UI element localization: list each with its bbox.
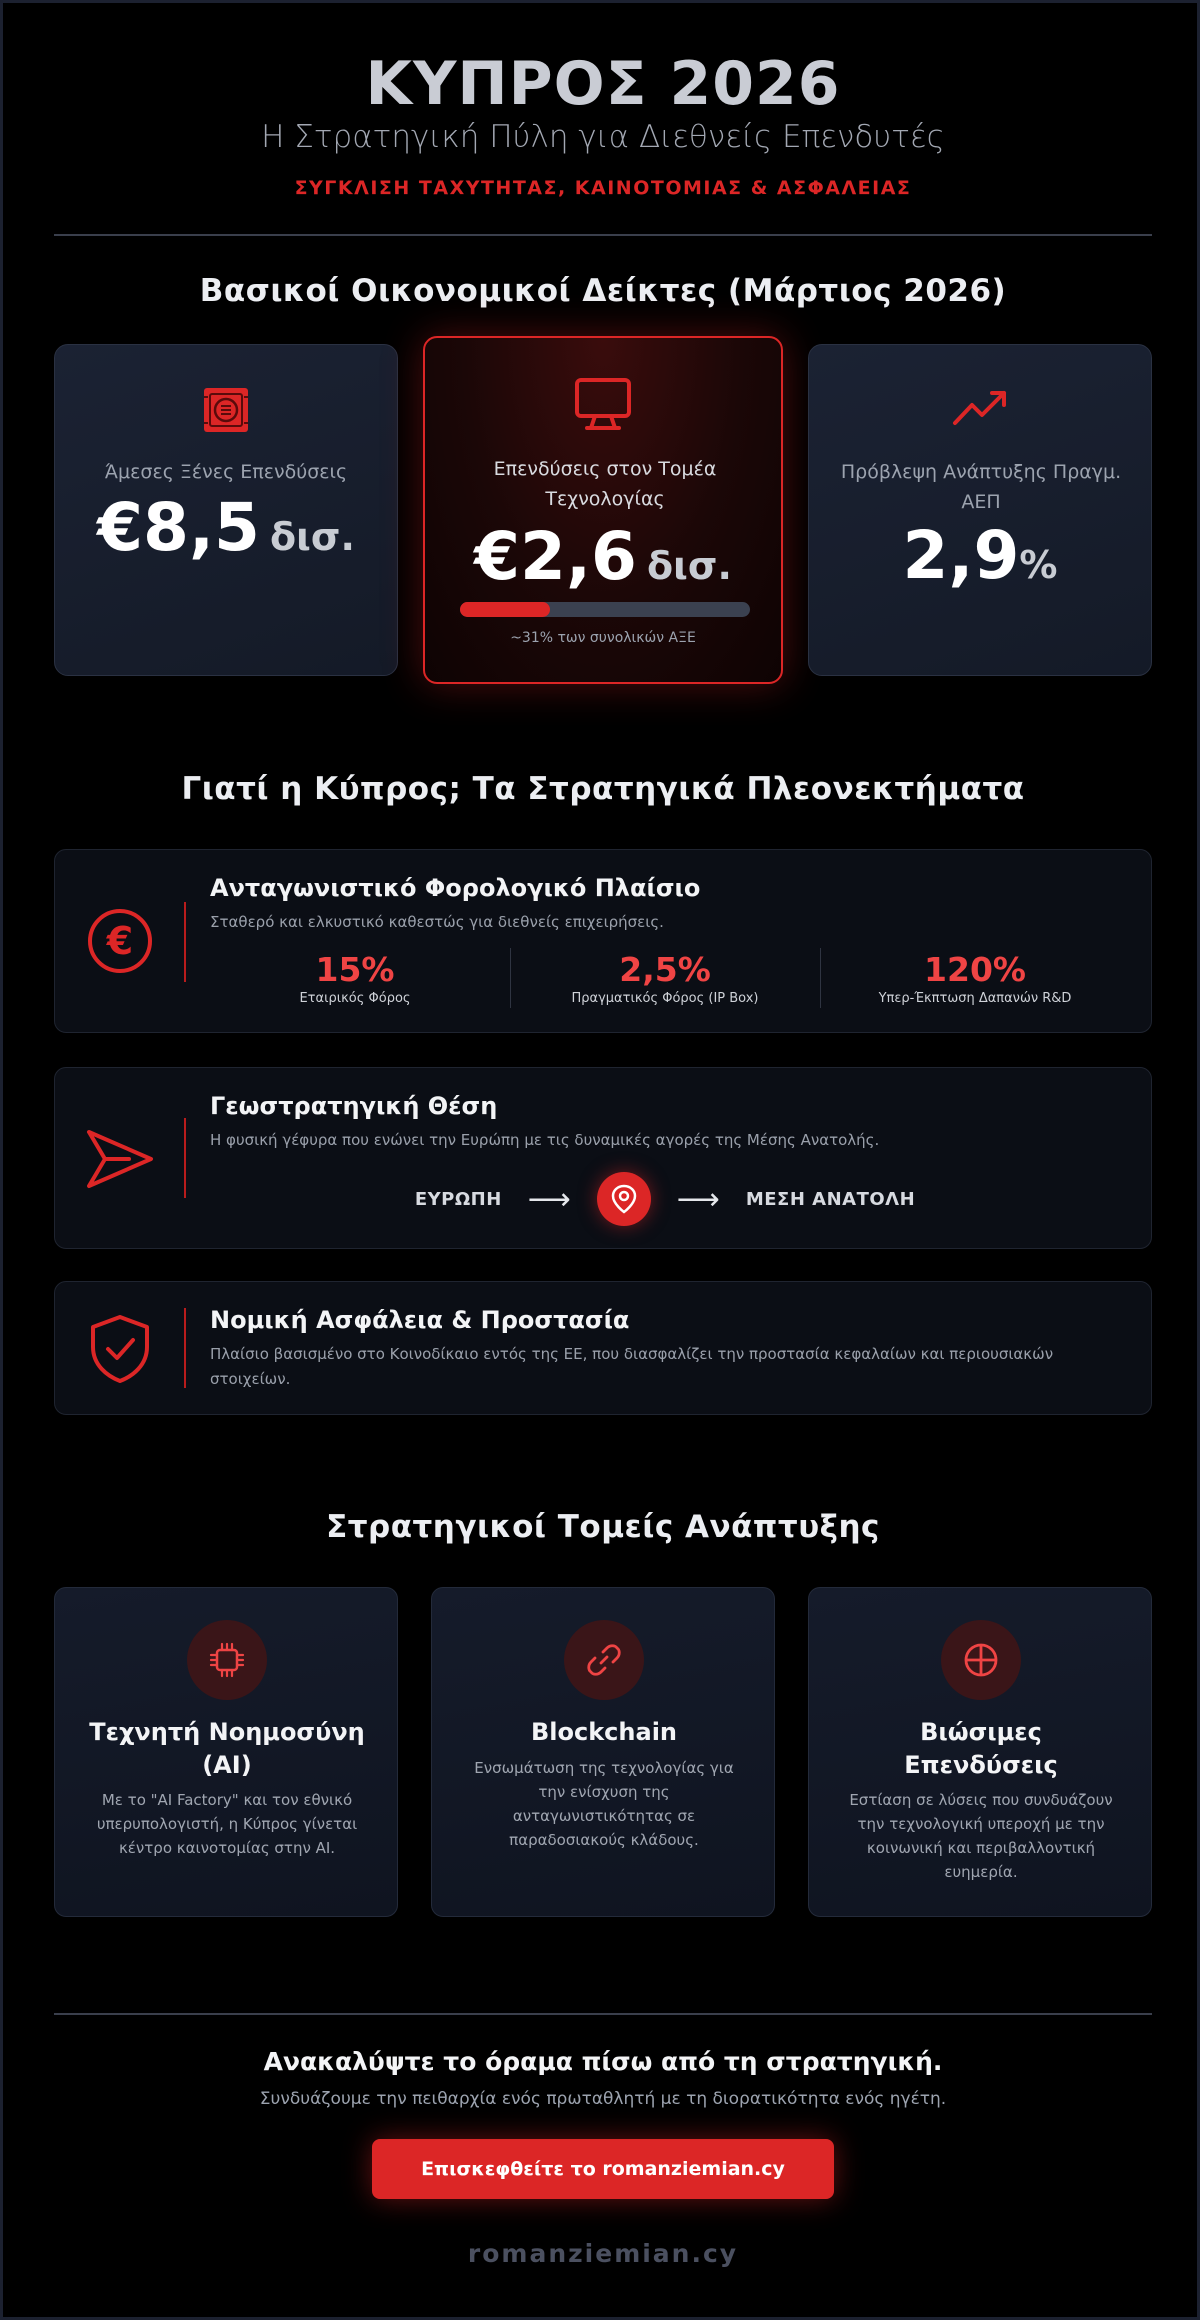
sector-title-line: Βιώσιμες [920,1718,1042,1746]
sector-title-line: Επενδύσεις [904,1751,1058,1779]
tax-card [54,849,1152,1033]
tax-stat-label: Υπερ-Έκπτωση Δαπανών R&D [878,991,1072,1006]
sector-title [829,1716,1133,1782]
tax-stat-value: 120% [924,950,1026,989]
stat-unit: δισ. [646,544,732,588]
progress-note: ~31% των συνολικών ΑΞΕ [510,630,696,646]
arrow-right-icon: ⟶ [676,1181,720,1217]
legal-card [54,1281,1152,1415]
footer-divider [54,2013,1152,2015]
sector-card-sustainable [808,1587,1152,1917]
page-tagline: ΣΥΓΚΛΙΣΗ ΤΑΧΥΤΗΤΑΣ, ΚΑΙΝΟΤΟΜΙΑΣ & ΑΣΦΑΛΕΙΑΣ [294,177,912,199]
tax-stat-label: Εταιρικός Φόρος [299,991,411,1006]
arrow-right-icon: ⟶ [527,1181,571,1217]
tax-stat-separator [510,948,511,1008]
geo-from: ΕΥΡΩΠΗ [414,1188,502,1210]
sector-title-line: Blockchain [530,1718,677,1746]
stat-number: 2,9 [902,517,1020,594]
send-icon [85,1124,155,1194]
stat-label: Επενδύσεις στον Τομέα Τεχνολογίας [493,458,717,510]
stat-unit: δισ. [269,515,355,559]
monitor-icon [425,376,781,434]
sector-title-line: (AI) [202,1751,252,1779]
geo-title: Γεωστρατηγική Θέση [210,1092,498,1120]
geo-desc: Η φυσική γέφυρα που ενώνει την Ευρώπη με τις δυναμικές αγορές της Μέσης Ανατολής. [210,1131,880,1149]
cta-subtitle: Συνδυάζουμε την πειθαρχία ενός πρωταθλητή με τη διορατικότητα ενός ηγέτη. [259,2089,947,2109]
accent-divider [184,902,186,982]
stat-value [809,517,1151,594]
crosshair-icon [941,1620,1021,1700]
tax-stat [520,950,810,1006]
visit-website-button[interactable]: Επισκεφθείτε το romanziemian.cy [372,2139,834,2199]
tax-stat-value: 2,5% [619,950,711,989]
geo-to: ΜΕΣΗ ΑΝΑΤΟΛΗ [745,1188,916,1210]
stat-label: Άμεσες Ξένες Επενδύσεις [104,461,348,483]
sectors-title: Στρατηγικοί Τομείς Ανάπτυξης [326,1509,880,1545]
stat-card-fdi [54,344,398,676]
sector-title [75,1716,379,1782]
tech-share-progress-fill [460,602,550,617]
accent-divider [184,1308,186,1388]
shield-check-icon [85,1314,155,1384]
stat-number: €8,5 [97,489,260,566]
stat-label: Πρόβλεψη Ανάπτυξης Πραγμ. ΑΕΠ [840,461,1122,513]
sector-title [452,1716,756,1749]
tax-stat [830,950,1120,1006]
indicators-title: Βασικοί Οικονομικοί Δείκτες (Μάρτιος 2026) [199,273,1007,309]
geo-card [54,1067,1152,1249]
trend-up-icon [809,383,1151,433]
tax-stat [210,950,500,1006]
page-title: ΚΥΠΡΟΣ 2026 [365,49,841,119]
link-icon [564,1620,644,1700]
sector-card-blockchain [431,1587,775,1917]
page-subtitle: Η Στρατηγική Πύλη για Διεθνείς Επενδυτές [261,119,945,155]
stat-value [425,518,781,595]
chip-icon [187,1620,267,1700]
legal-desc: Πλαίσιο βασισμένο στο Κοινοδίκαιο εντός της ΕΕ, που διασφαλίζει την προστασία κεφαλαίων και περιουσιακών στοιχείων. [210,1345,1054,1388]
sector-card-ai [54,1587,398,1917]
sector-desc: Ενσωμάτωση της τεχνολογίας για την ενίσχυση της ανταγωνιστικότητας σε παραδοσιακούς κλάδους. [474,1759,734,1849]
stat-number: €2,6 [474,518,637,595]
tech-share-progress [460,602,750,617]
tax-title: Ανταγωνιστικό Φορολογικό Πλαίσιο [210,874,701,902]
sector-desc: Με το "AI Factory" και τον εθνικό υπερυπολογιστή, η Κύπρος γίνεται κέντρο καινοτομίας στην AI. [96,1791,358,1857]
sector-desc: Εστίαση σε λύσεις που συνδυάζουν την τεχνολογική υπεροχή με την κοινωνική και περιβαλλοντική ευημερία. [849,1791,1113,1881]
tax-stat-label: Πραγματικός Φόρος (IP Box) [571,991,759,1006]
investment-icon [55,385,397,435]
stat-card-gdp [808,344,1152,676]
sector-title-line: Τεχνητή Νοημοσύνη [89,1718,365,1746]
stat-unit: % [1019,543,1058,587]
header-divider [54,234,1152,236]
accent-divider [184,1118,186,1198]
tax-desc: Σταθερό και ελκυστικό καθεστώς για διεθνείς επιχειρήσεις. [210,913,664,931]
footer-brand: romanziemian.cy [467,2239,739,2268]
cta-title: Ανακαλύψτε το όραμα πίσω από τη στρατηγική. [263,2047,943,2076]
svg-text:€: € [106,919,134,963]
stat-card-tech [423,336,783,684]
euro-icon [85,906,155,976]
tax-stats [210,948,1120,1008]
legal-title: Νομική Ασφάλεια & Προστασία [210,1306,630,1334]
tax-stat-value: 15% [315,950,395,989]
stat-value [55,489,397,566]
geo-route [210,1172,1120,1226]
advantages-title: Γιατί η Κύπρος; Τα Στρατηγικά Πλεονεκτήματα [181,771,1025,807]
tax-stat-separator [820,948,821,1008]
location-pin-icon [597,1172,651,1226]
